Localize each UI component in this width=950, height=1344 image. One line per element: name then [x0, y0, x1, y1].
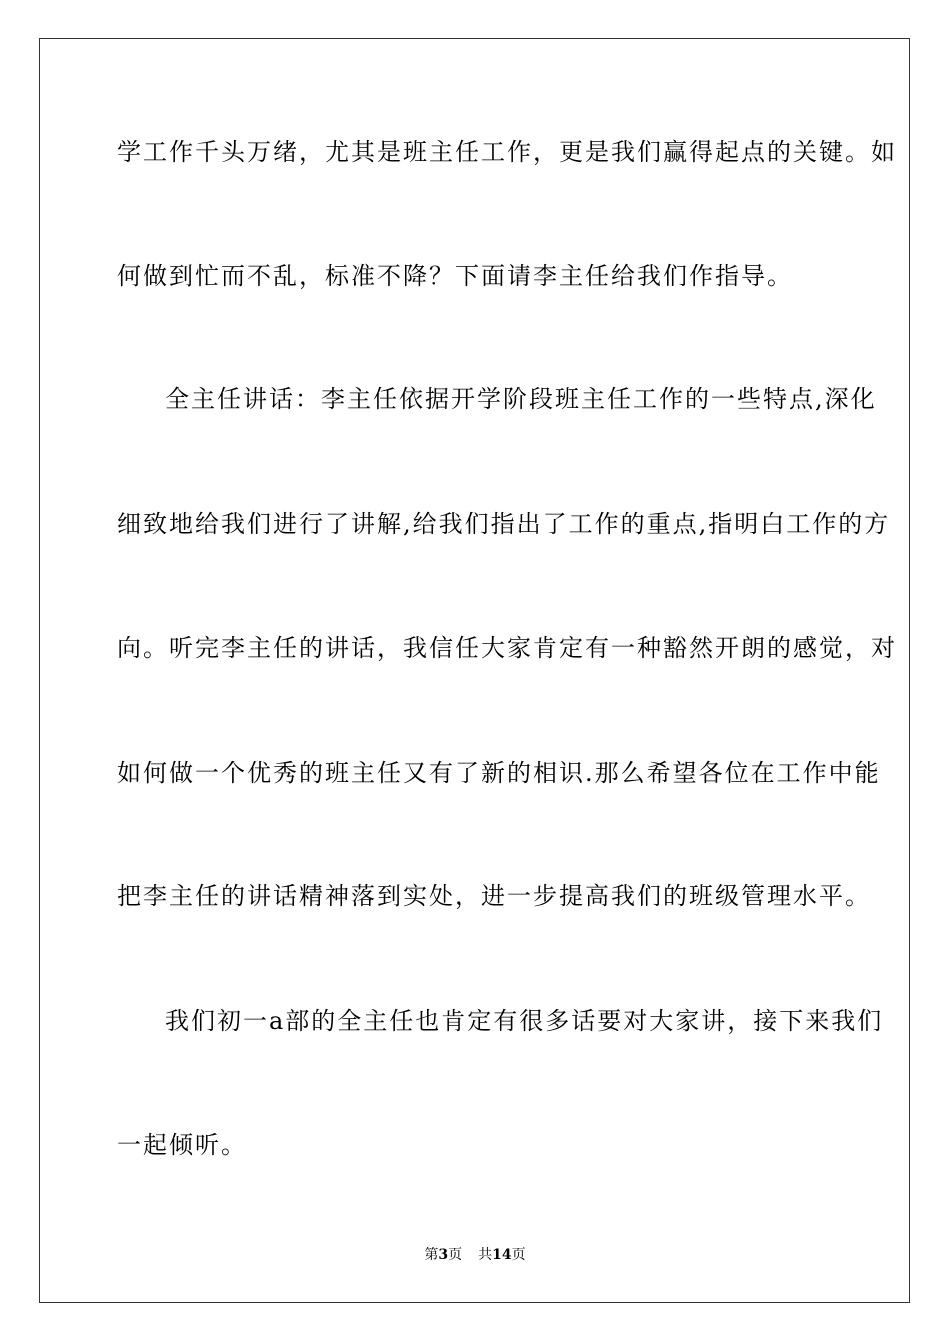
text-line-2: 何做到忙而不乱，标准不降？下面请李主任给我们作指导。: [117, 262, 793, 290]
total-prefix: 共: [478, 1247, 493, 1263]
page-prefix: 第: [424, 1247, 439, 1263]
text-line-9: 一起倾听。: [117, 1131, 247, 1159]
total-suffix: 页: [511, 1247, 526, 1263]
text-line-7: 把李主任的讲话精神落到实处，进一步提高我们的班级管理水平。: [117, 882, 871, 910]
text-line-1: 学工作千头万绪，尤其是班主任工作，更是我们赢得起点的关键。如: [117, 138, 897, 166]
text-line-3: 全主任讲话：李主任依据开学阶段班主任工作的一些特点,深化: [165, 385, 877, 413]
total-pages: 14: [492, 1247, 512, 1263]
page-suffix: 页: [448, 1247, 463, 1263]
page-footer: [0, 1245, 950, 1265]
page-border: [39, 38, 910, 1303]
text-line-6: 如何做一个优秀的班主任又有了新的相识.那么希望各位在工作中能: [117, 759, 881, 787]
text-line-4: 细致地给我们进行了讲解,给我们指出了工作的重点,指明白工作的方: [117, 510, 891, 538]
text-line-5: 向。听完李主任的讲话，我信任大家肯定有一种豁然开朗的感觉，对: [117, 634, 897, 662]
page-number: 3: [438, 1247, 449, 1263]
text-line-8: 我们初一a部的全主任也肯定有很多话要对大家讲，接下来我们: [165, 1007, 884, 1035]
